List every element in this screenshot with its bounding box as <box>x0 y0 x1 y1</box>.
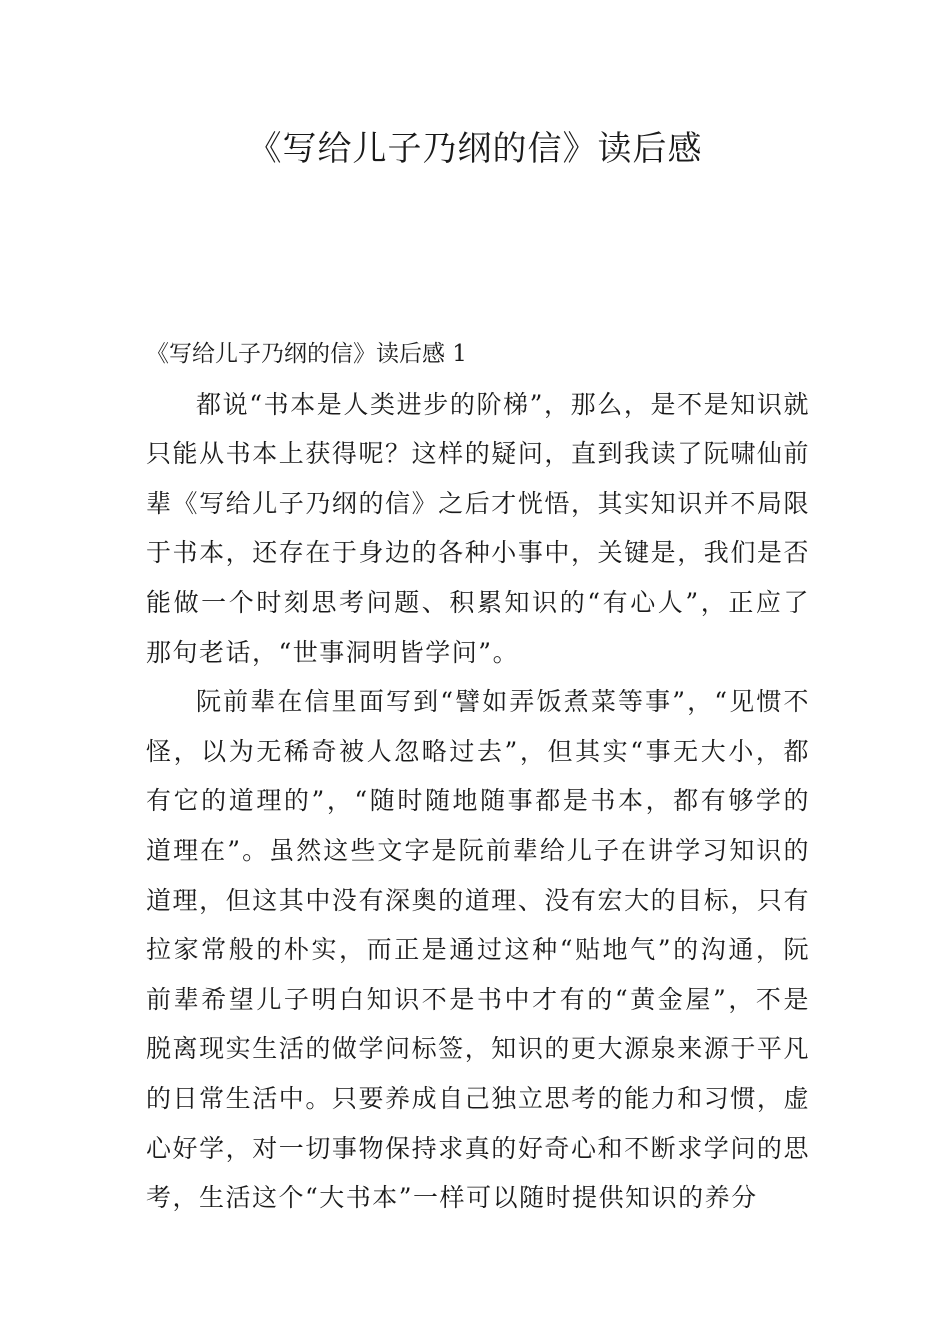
document-title: 《写给儿子乃纲的信》读后感 <box>247 129 703 169</box>
section-heading: 《写给儿子乃纲的信》读后感 1 <box>146 341 467 367</box>
paragraph-1: 都说“书本是人类进步的阶梯”，那么，是不是知识就只能从书本上获得呢？这样的疑问，直到我读了阮啸仙前辈《写给儿子乃纲的信》之后才恍悟，其实知识并不局限于书本，还存在于身边的各种小事中，关键是，我们是否能做一个时刻思考问题、积累知识的“有心人”，正应了那句老话，“世事洞明皆学问”。 <box>146 389 810 667</box>
document-body <box>146 330 810 1223</box>
paragraph-2: 阮前辈在信里面写到“譬如弄饭煮菜等事”，“见惯不怪，以为无稀奇被人忽略过去”，但其实“事无大小，都有它的道理的”，“随时随地随事都是书本，都有够学的道理在”。虽然这些文字是阮前辈给儿子在讲学习知识的道理，但这其中没有深奥的道理、没有宏大的目标，只有拉家常般的朴实，而正是通过这种“贴地气”的沟通，阮前辈希望儿子明白知识不是书中才有的“黄金屋”，不是脱离现实生活的做学问标签，知识的更大源泉来源于平凡的日常生活中。只要养成自己独立思考的能力和习惯，虚心好学，对一切事物保持求真的好奇心和不断求学问的思考，生活这个“大书本”一样可以随时提供知识的养分 <box>146 687 810 1213</box>
